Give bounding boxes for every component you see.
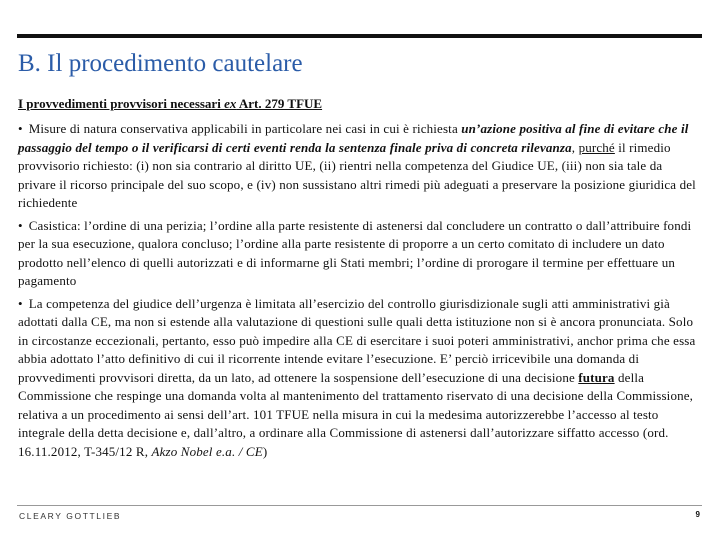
subtitle-ex: ex [224,96,237,111]
bullet-marker: • [18,295,23,311]
subtitle-post: Art. 279 TFUE [236,96,323,111]
bullet-emphasis-futura: futura [578,369,615,385]
cleary-gottlieb-logo: CLEARY GOTTLIEB [19,511,122,521]
slide-subtitle [18,96,322,112]
bullet-text: della Commissione che respinge una domanda volta al mantenimento del trattamento riservato di una decisione della Commissione, relativa a un procedimento ai sensi dell’art. 101 TFUE nella misura in cui la medesima autorizzerebbe l’accesso al testo integrale della detta decisione e, dall’altro, a ordinare alla Commissione di astenersi dall’autorizzare siffatto accesso (ord. 16.11.2012, T-345/12 R, [18,369,694,459]
footer-rule [17,505,702,506]
page-number: 9 [695,510,700,519]
bullet-text: Misure di natura conservativa applicabili in particolare nei casi in cui è richiesta [28,121,462,136]
top-rule [17,34,702,38]
bullet-text: il rimedio provvisorio richiesto: (i) non sia contrario al diritto UE, (ii) rientri nella competenza del Giudice UE, (iii) non sia tale da privare il ricorso principale del suo scopo, e (iv) non sussistano altri rimedi più adeguati a preservare la posizione giuridica del richiedente [18,139,696,210]
bullet-marker: • [18,121,23,136]
slide-title: B. Il procedimento cautelare [18,50,303,77]
bullet-text: Casistica: l’ordine di una perizia; l’ordine alla parte resistente di astenersi dal concludere un contratto o dall’attribuire fondi per la sua esecuzione, qualora concluso; l’ordine alla parte resistente di proporre a un certo comitato di includere un dato prodotto nell’elenco di quelli autorizzati e di informarne gli Stati membri; l’ordine di prorogare il termine per effettuare un pagamento [18,217,692,288]
bullet-emphasis: un’azione positiva al fine di evitare che il passaggio del tempo o il verificarsi di certi eventi renda la sentenza finale priva di concreta rilevanza [18,121,689,155]
case-name: Akzo Nobel e.a. / CE [151,443,263,459]
bullet-text: ) [262,443,268,459]
bullet-competence [18,295,700,462]
bullet-casistica [18,217,700,291]
bullet-underlined: purché [578,139,615,155]
bullet-conservative-measures [18,120,700,213]
slide-content [18,120,700,465]
bullet-text: La competenza del giudice dell’urgenza è limitata all’esercizio del controllo giurisdizionale sugli atti amministrativi già adottati dalla CE, ma non si estende alla valutazione di questioni sulle quali detta istituzione non si è ancora pronunciata. Solo in circostanze eccezionali, pertanto, esso può impedire alla CE di esercitare i suoi poteri amministrativi, anchor prima che essa abbia adottato l’atto definitivo di cui il ricorrente intende evitare l’esecuzione. E’ perciò irricevibile una domanda di provvedimenti provvisori diretta, da un lato, ad ottenere la sospensione dell’esecuzione di una decisione [18,295,696,385]
subtitle-pre: I provvedimenti provvisori necessari [18,96,225,111]
bullet-marker: • [18,217,23,233]
bullet-text: , [571,139,579,155]
